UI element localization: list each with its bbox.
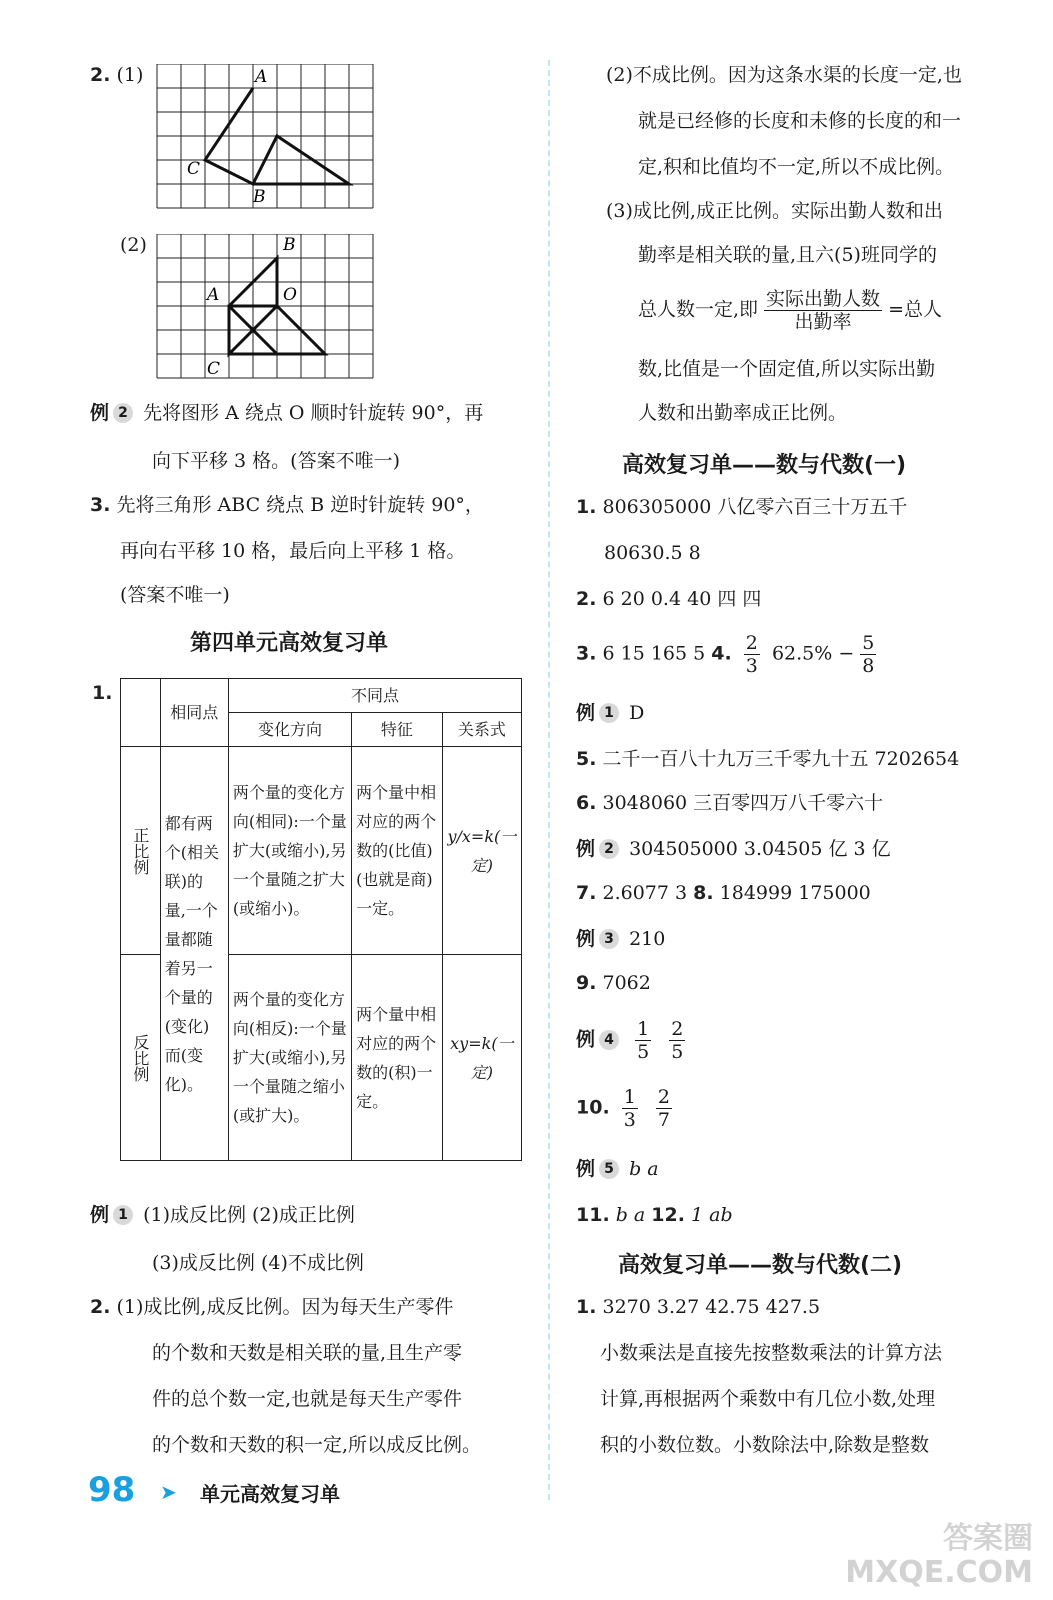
q3-line2: 再向右平移 10 格，最后向上平移 1 格。 [120,540,466,562]
grid-figure-2 [155,234,377,380]
label-C2: C [207,359,221,379]
r-line7: 数,比值是一个固定值,所以实际出勤 [638,358,936,380]
e5: 例 5 b a [576,1158,659,1180]
a2: 2. 6 20 0.4 40 四 四 [576,588,762,610]
cell-pos-feature: 两个量中相对应的两个数的(比值)(也就是商)一定。 [352,747,443,955]
q2b-line2: 的个数和天数是相关联的量,且生产零 [152,1342,463,1364]
cell-neg-feature: 两个量中相对应的两个数的(积)一定。 [352,955,443,1161]
th-dir: 变化方向 [228,713,351,747]
th-feature: 特征 [352,713,443,747]
cell-same: 都有两个(相关联)的量,一个量都随着另一个量的(变化)而(变化)。 [160,747,228,1161]
e2: 例 2 304505000 3.04505 亿 3 亿 [576,838,891,860]
watermark-logo: 答案圈 MXQE.COM [845,1521,1033,1590]
b4: 积的小数位数。小数除法中,除数是整数 [600,1434,930,1456]
b3: 计算,再根据两个乘数中有几位小数,处理 [600,1388,936,1410]
cell-neg-dir: 两个量的变化方向(相反):一个量扩大(或缩小),另一个量随之缩小(或扩大)。 [228,955,351,1161]
section-title-1: 高效复习单——数与代数(一) [622,453,907,478]
a7-a8: 7. 2.6077 3 8. 184999 175000 [576,882,871,904]
a11-a12: 11. b a 12. 1 ab [576,1204,733,1226]
row-pos-label: 正比例 [121,747,161,955]
section-label: 单元高效复习单 [200,1482,340,1506]
r-line4: (3)成比例,成正比例。实际出勤人数和出 [606,200,943,222]
q2b: 2. (1)成比例,成反比例。因为每天生产零件 [90,1296,454,1318]
example-1-line2: (3)成反比例 (4)不成比例 [152,1252,364,1274]
comparison-table [120,678,522,1161]
section-title-2: 高效复习单——数与代数(二) [618,1253,903,1278]
label-B: B [253,187,266,207]
a1: 1. 806305000 八亿零六百三十万五千 [576,496,908,518]
q1-num: 1. [92,682,113,704]
example-2-line2: 向下平移 3 格。(答案不唯一) [152,450,400,472]
th-relation: 关系式 [442,713,521,747]
r-line5: 勤率是相关联的量,且六(5)班同学的 [638,244,937,266]
r-line6: 总人数一定,即 $\frac{\text{实际出勤人数}}{\text{出勤率}}$ =总人 [638,288,942,333]
r-line2: 就是已经修的长度和未修的长度的和一 [638,110,962,132]
cell-pos-dir: 两个量的变化方向(相同):一个量扩大(或缩小),另一个量随之扩大(或缩小)。 [228,747,351,955]
unit4-title: 第四单元高效复习单 [190,631,389,656]
label-B2: B [283,235,296,255]
q2b-line3: 件的总个数一定,也就是每天生产零件 [152,1388,463,1410]
a10: 10. $\frac{1}{3}$ $\frac{2}{7}$ [576,1086,670,1131]
a6: 6. 3048060 三百零四万八千零六十 [576,792,884,814]
th-diff: 不同点 [228,679,521,713]
label-A2: A [207,285,220,305]
q3: 3. 先将三角形 ABC 绕点 B 逆时针旋转 90°， [90,494,484,516]
grid-figure-1 [155,64,377,210]
e1: 例 1 D [576,702,645,724]
page-number: 98 [88,1470,136,1510]
row-neg-label: 反比例 [121,955,161,1161]
e3: 例 3 210 [576,928,666,950]
q2-header: 2. (1) [90,64,144,86]
sub-2: (2) [120,234,147,256]
example-1: 例 1 (1)成反比例 (2)成正比例 [90,1204,355,1226]
label-C: C [187,159,201,179]
a1b: 80630.5 8 [604,542,701,564]
label-O: O [283,285,297,305]
example-2: 例 2 先将图形 A 绕点 O 顺时针旋转 90°，再 [90,402,484,424]
label-A: A [255,67,268,87]
r-line1: (2)不成比例。因为这条水渠的长度一定,也 [606,64,962,86]
r-line8: 人数和出勤率成正比例。 [638,402,848,424]
b1: 1. 3270 3.27 42.75 427.5 [576,1296,821,1318]
cell-neg-relation: xy=k(一定) [442,955,521,1161]
a3-a4: 3. 6 15 165 5 4. $\frac{2}{3}$ 62.5% − $\frac{5}{8}$ [576,632,875,677]
column-divider [548,60,550,1500]
q3-line3: (答案不唯一) [120,584,230,606]
r-line3: 定,积和比值均不一定,所以不成比例。 [638,156,955,178]
q2b-line4: 的个数和天数的积一定,所以成反比例。 [152,1434,482,1456]
a9: 9. 7062 [576,972,651,994]
b2: 小数乘法是直接先按整数乘法的计算方法 [600,1342,943,1364]
arrow-icon: ➤ [160,1480,177,1504]
th-same: 相同点 [160,679,228,747]
cell-pos-relation: y/x=k(一定) [442,747,521,955]
ratio-fraction: $\frac{\text{实际出勤人数}}{\text{出勤率}}$ [766,288,881,333]
e4: 例 4 $\frac{1}{5}$ $\frac{2}{5}$ [576,1018,684,1063]
a5: 5. 二千一百八十九万三千零九十五 7202654 [576,748,960,770]
